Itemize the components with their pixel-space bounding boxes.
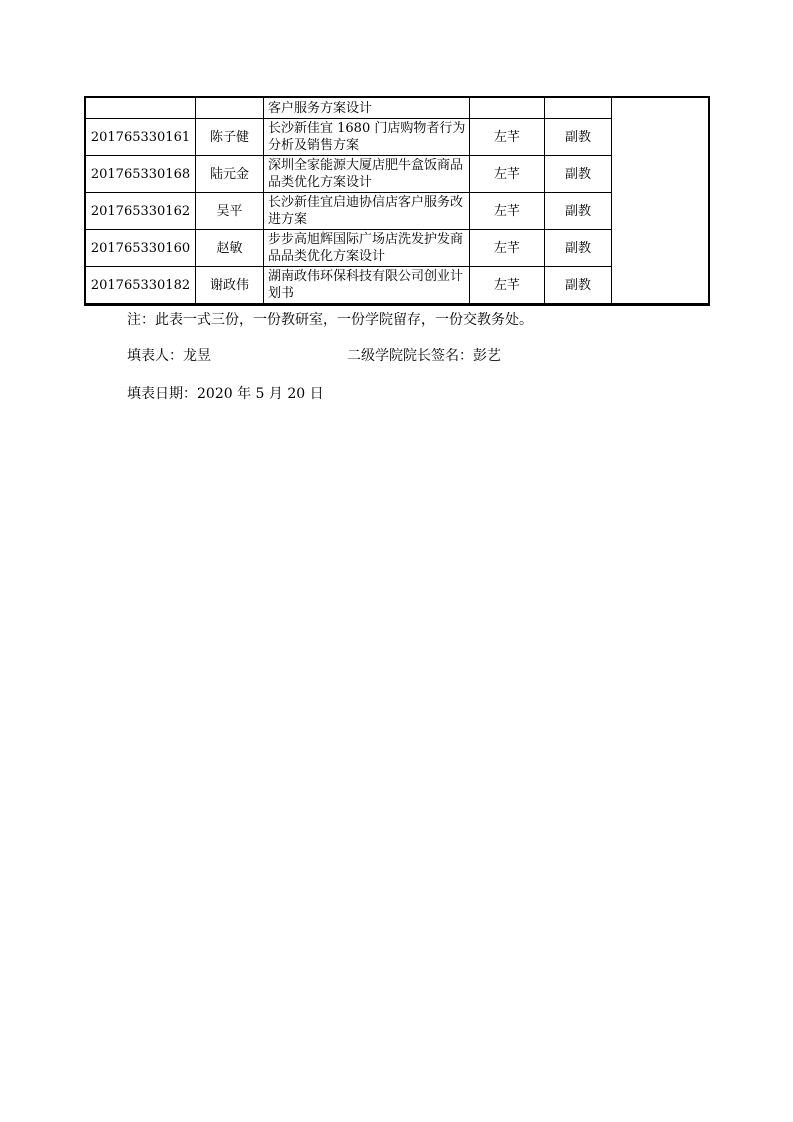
cell-advisor-title [545,98,612,119]
distribution-note: 注：此表一式三份，一份教研室，一份学院留存，一份交教务处。 [127,312,533,328]
filler-line [127,347,211,365]
fill-date-line [127,385,324,403]
dean-signature-line [347,347,501,365]
cell-advisor-title: 副教 [545,230,612,267]
cell-student-id: 201765330168 [86,156,196,193]
filler-name: 龙昱 [183,348,211,364]
cell-student-id [86,98,196,119]
cell-student-name: 陈子健 [196,119,264,156]
cell-student-name [196,98,264,119]
cell-advisor: 左芊 [470,193,545,230]
dean-name: 彭艺 [473,348,501,364]
cell-student-name: 陆元金 [196,156,264,193]
cell-advisor: 左芊 [470,230,545,267]
date-label: 填表日期： [127,386,197,402]
cell-advisor [470,98,545,119]
cell-advisor-title: 副教 [545,267,612,305]
cell-student-id: 201765330161 [86,119,196,156]
cell-student-id: 201765330182 [86,267,196,305]
cell-advisor-title: 副教 [545,193,612,230]
cell-topic: 长沙新佳宜 1680 门店购物者行为分析及销售方案 [264,119,470,156]
cell-student-id: 201765330160 [86,230,196,267]
cell-advisor-title: 副教 [545,156,612,193]
cell-advisor: 左芊 [470,119,545,156]
cell-topic: 湖南政伟环保科技有限公司创业计划书 [264,267,470,305]
cell-remark [612,98,710,305]
cell-topic: 深圳全家能源大厦店肥牛盒饭商品品类优化方案设计 [264,156,470,193]
cell-topic: 客户服务方案设计 [264,98,470,119]
cell-topic: 步步高旭辉国际广场店洗发护发商品品类优化方案设计 [264,230,470,267]
cell-student-name: 赵敏 [196,230,264,267]
cell-topic: 长沙新佳宜启迪协信店客户服务改进方案 [264,193,470,230]
cell-advisor-title: 副教 [545,119,612,156]
cell-student-name: 谢政伟 [196,267,264,305]
date-value: 2020 年 5 月 20 日 [197,386,324,402]
dean-label: 二级学院院长签名： [347,348,473,364]
cell-student-name: 吴平 [196,193,264,230]
table-row-continuation [86,98,710,119]
cell-advisor: 左芊 [470,267,545,305]
cell-advisor: 左芊 [470,156,545,193]
student-topic-table [85,97,710,305]
filler-label: 填表人： [127,348,183,364]
cell-student-id: 201765330162 [86,193,196,230]
